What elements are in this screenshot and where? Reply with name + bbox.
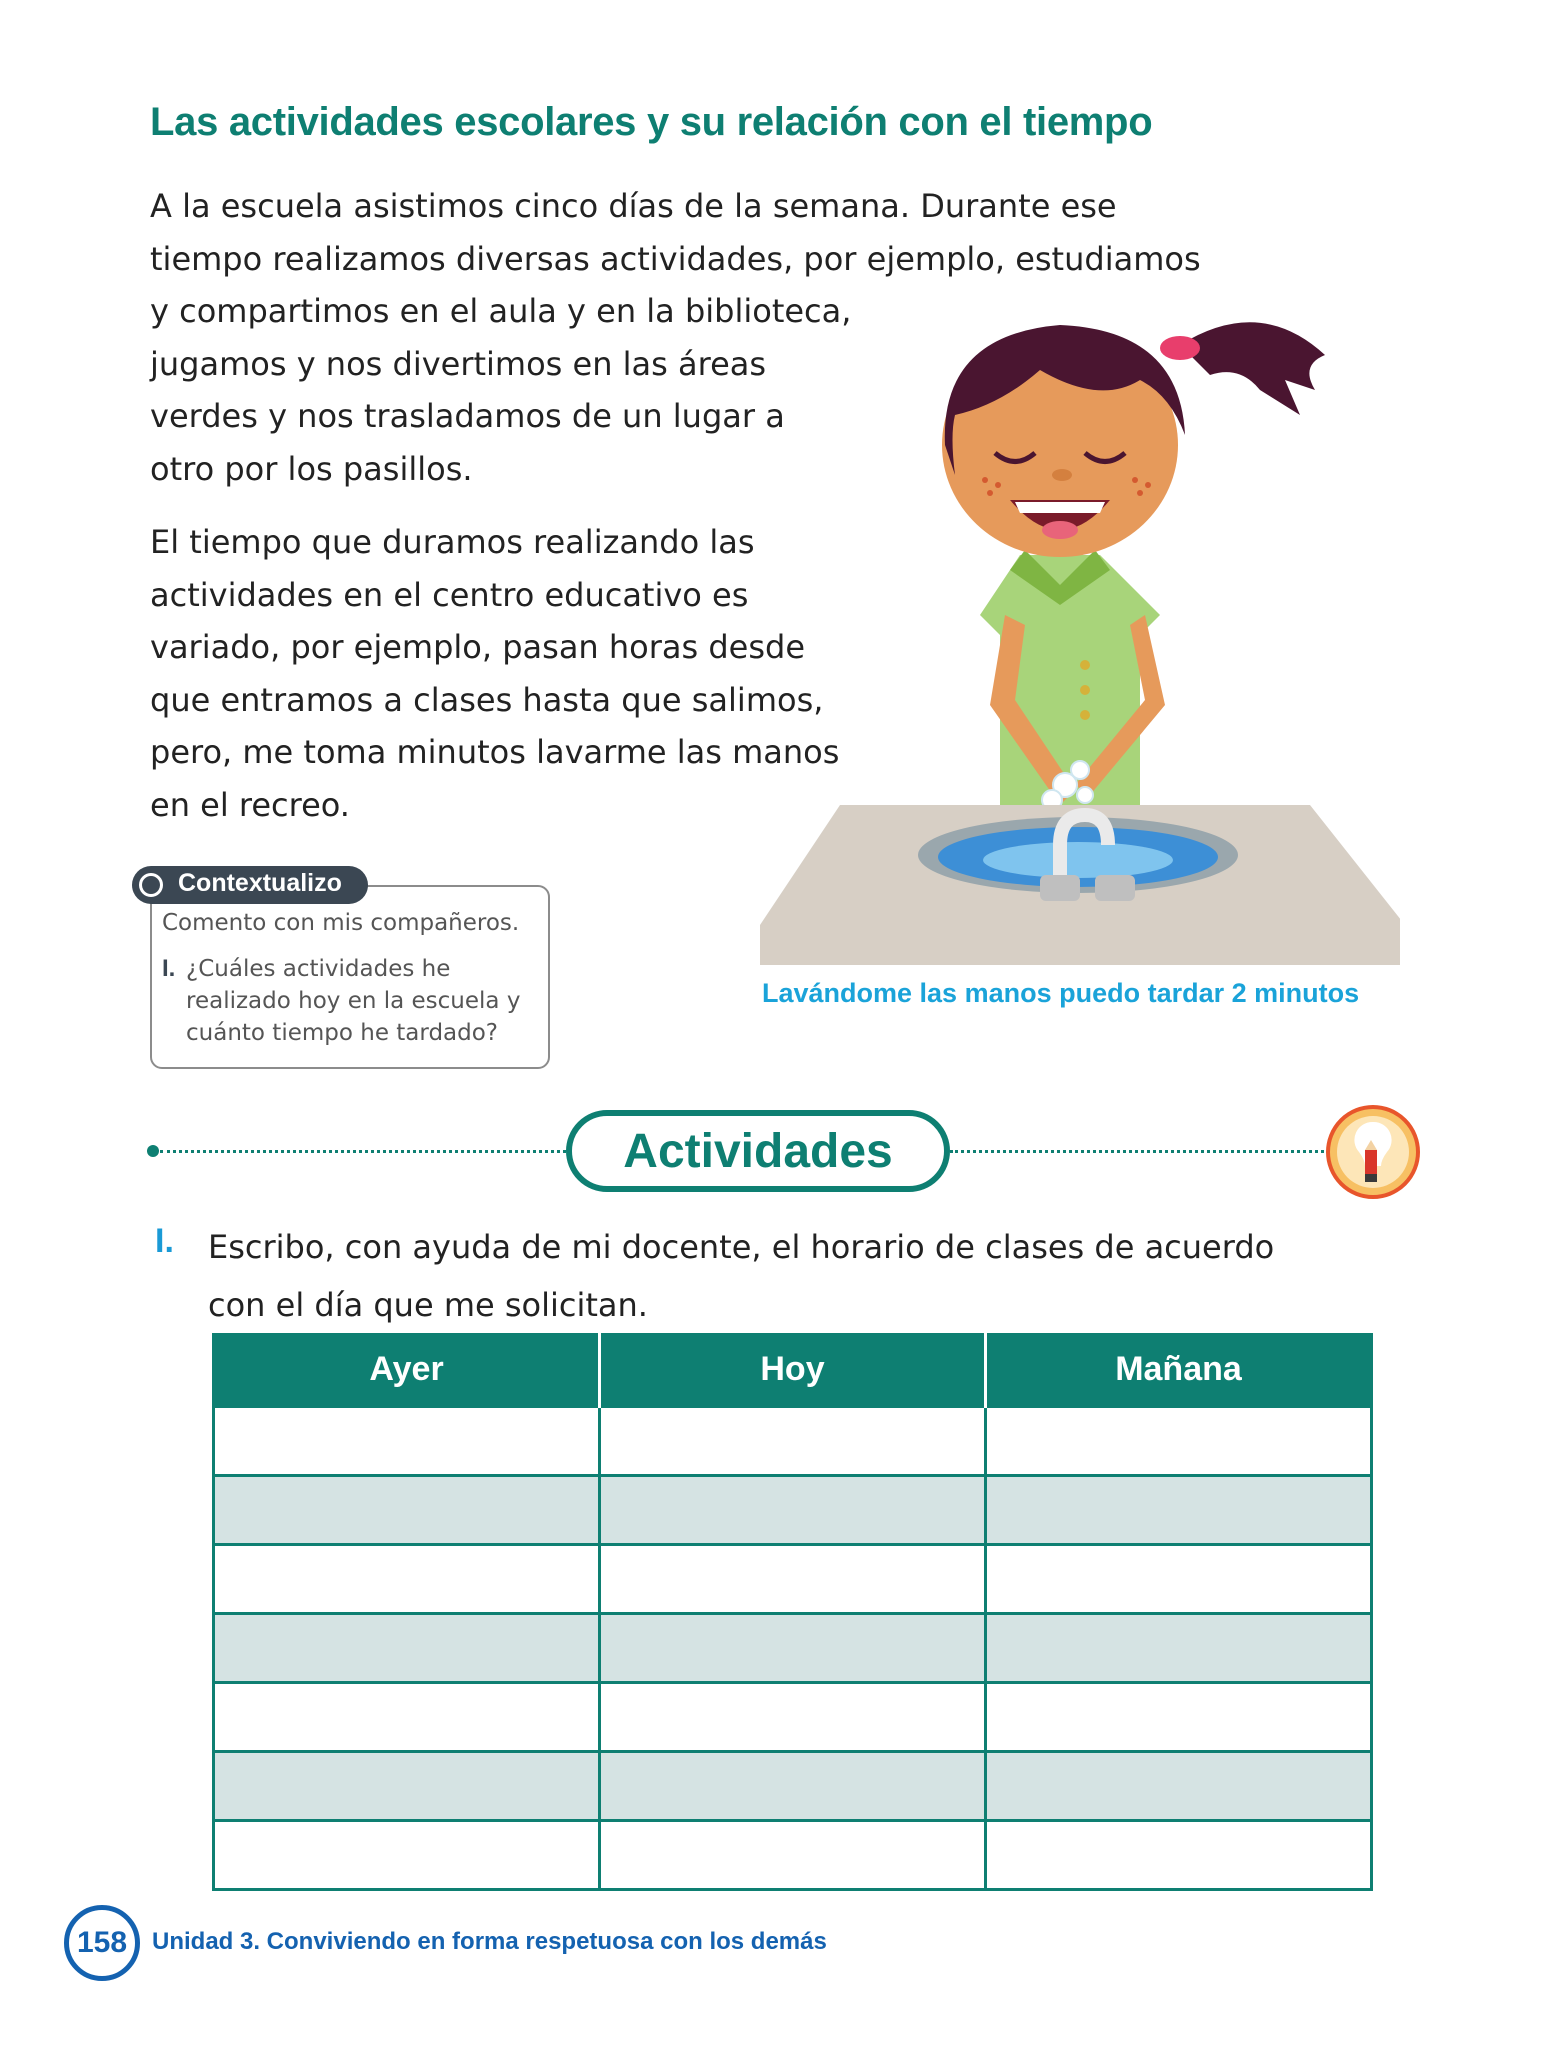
header-hoy: Hoy xyxy=(600,1333,986,1407)
paragraph-line: El tiempo que duramos realizando las xyxy=(150,523,755,561)
paragraph-line: actividades en el centro educativo es xyxy=(150,575,749,614)
table-row xyxy=(214,1614,1372,1683)
table-cell[interactable] xyxy=(986,1683,1372,1752)
girl-washing-hands-illustration xyxy=(740,285,1400,965)
header-ayer: Ayer xyxy=(214,1333,600,1407)
table-cell[interactable] xyxy=(986,1545,1372,1614)
contextualizo-dot-icon xyxy=(139,873,163,897)
table-cell[interactable] xyxy=(600,1476,986,1545)
table-cell[interactable] xyxy=(986,1614,1372,1683)
table-row xyxy=(214,1752,1372,1821)
unit-footer: Unidad 3. Conviviendo en forma respetuosa con los demás xyxy=(152,1928,827,1955)
paragraph-line: y compartimos en el aula y en la biblioteca, xyxy=(150,292,852,330)
hair-tie xyxy=(1160,336,1200,360)
table-row xyxy=(214,1821,1372,1890)
page-number: 158 xyxy=(64,1905,140,1981)
table-row xyxy=(214,1683,1372,1752)
time-paragraph xyxy=(150,516,839,831)
table-row xyxy=(214,1545,1372,1614)
table-cell[interactable] xyxy=(214,1614,600,1683)
table-cell[interactable] xyxy=(600,1545,986,1614)
activity-item-line: con el día que me solicitan. xyxy=(208,1286,648,1324)
schedule-table xyxy=(212,1333,1373,1891)
table-cell[interactable] xyxy=(986,1752,1372,1821)
paragraph-line: tiempo realizamos diversas actividades, por ejemplo, estudiamos xyxy=(150,239,1201,278)
ponytail xyxy=(1180,322,1325,415)
table-cell[interactable] xyxy=(986,1821,1372,1890)
section-title: Las actividades escolares y su relación con el tiempo xyxy=(150,100,1153,144)
table-cell[interactable] xyxy=(986,1407,1372,1476)
paragraph-line: A la escuela asistimos cinco días de la semana. Durante ese xyxy=(150,187,1117,225)
contextualizo-question-line: cuánto tiempo he tardado? xyxy=(186,1020,499,1046)
paragraph-line: otro por los pasillos. xyxy=(150,449,473,488)
paragraph-line: variado, por ejemplo, pasan horas desde xyxy=(150,628,806,666)
header-manana: Mañana xyxy=(986,1333,1372,1407)
paragraph-line: que entramos a clases hasta que salimos, xyxy=(150,680,824,719)
activity-item-number: I. xyxy=(155,1222,174,1260)
table-cell[interactable] xyxy=(600,1407,986,1476)
paragraph-line: pero, me toma minutos lavarme las manos xyxy=(150,733,840,771)
table-cell[interactable] xyxy=(600,1683,986,1752)
table-cell[interactable] xyxy=(214,1821,600,1890)
contextualizo-intro: Comento con mis compañeros. xyxy=(162,910,520,936)
paragraph-line: en el recreo. xyxy=(150,785,350,824)
dotted-divider-left xyxy=(160,1150,566,1153)
table-cell[interactable] xyxy=(214,1545,600,1614)
lightbulb-pencil-icon xyxy=(1325,1104,1421,1200)
paragraph-line: verdes y nos trasladamos de un lugar a xyxy=(150,397,785,435)
divider-dot xyxy=(147,1145,159,1157)
contextualizo-question-number: I. xyxy=(162,955,176,982)
table-cell[interactable] xyxy=(214,1752,600,1821)
table-header-row xyxy=(214,1333,1372,1407)
table-cell[interactable] xyxy=(986,1476,1372,1545)
table-cell[interactable] xyxy=(214,1683,600,1752)
table-row xyxy=(214,1476,1372,1545)
contextualizo-label: Contextualizo xyxy=(178,869,342,897)
contextualizo-question-line: ¿Cuáles actividades he xyxy=(186,956,451,982)
table-cell[interactable] xyxy=(600,1821,986,1890)
illustration-caption: Lavándome las manos puedo tardar 2 minutos xyxy=(762,978,1360,1008)
activities-title: Actividades xyxy=(566,1110,950,1192)
table-row xyxy=(214,1407,1372,1476)
activity-item-line: Escribo, con ayuda de mi docente, el horario de clases de acuerdo xyxy=(208,1228,1275,1266)
dotted-divider-right xyxy=(950,1150,1330,1153)
table-cell[interactable] xyxy=(600,1752,986,1821)
table-cell[interactable] xyxy=(600,1614,986,1683)
table-cell[interactable] xyxy=(214,1476,600,1545)
table-cell[interactable] xyxy=(214,1407,600,1476)
contextualizo-question-line: realizado hoy en la escuela y xyxy=(186,988,521,1014)
paragraph-line: jugamos y nos divertimos en las áreas xyxy=(150,344,767,383)
activity-item-text xyxy=(208,1218,1274,1334)
